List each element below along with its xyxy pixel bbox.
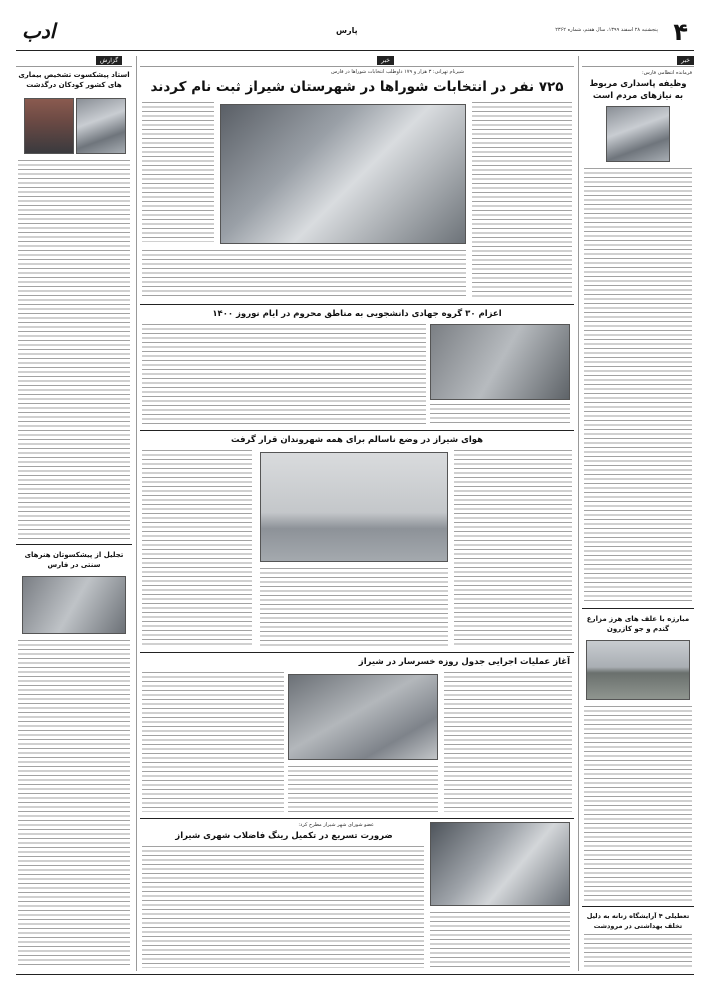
divider <box>140 652 574 653</box>
divider <box>582 906 694 907</box>
crafts-photo <box>22 576 126 634</box>
story-4-text-right <box>430 912 570 968</box>
officer-photo <box>606 106 670 162</box>
left-headline: استاد پیشکسوت تشخیص بیماری های کشور کودکان درگذشت <box>18 71 130 89</box>
section-tag-center: خبر <box>377 56 394 65</box>
story-1-text <box>142 324 426 424</box>
left-column <box>16 56 132 971</box>
story-4-kicker: عضو شورای شهر شیراز مطرح کرد: <box>298 822 374 828</box>
portrait-photo <box>24 98 74 154</box>
column-divider <box>136 56 137 971</box>
right-sub-headline: مبارزه با علف های هرز مزارع گندم و جو کازرون <box>586 615 690 633</box>
masthead <box>16 18 694 48</box>
section-tag-right: خبر <box>677 56 694 65</box>
wheat-field-photo <box>586 640 690 700</box>
newspaper-logo: ادب <box>22 19 56 43</box>
divider <box>140 304 574 305</box>
footer-rule <box>16 974 694 975</box>
date-line: پنجشنبه ۲۸ اسفند ۱۳۹۹، سال هفتم، شماره ۲۳۶۲ <box>555 27 658 33</box>
section-name: پارس <box>336 26 358 35</box>
right-column <box>582 56 694 971</box>
page-number: ۴ <box>673 18 688 46</box>
story-3-headline: آغاز عملیات اجرایی جدول روزه خسرسار در شیراز <box>358 657 570 667</box>
story-3-text-right <box>444 672 572 812</box>
right-kicker: فرمانده انتظامی فارس: <box>641 70 692 76</box>
divider <box>140 66 574 67</box>
masthead-rule <box>16 50 694 51</box>
student-volunteers-photo <box>430 324 570 400</box>
right-bottom-headline: تعطیلی ۴ آرایشگاه زنانه به دلیل تخلف بهداشتی در مرودشت <box>586 912 690 930</box>
lead-kicker: شیرنام تهرانی: ۳ هزار و ۱۷۹ داوطلب انتخابات شوراها در فارس <box>331 69 464 75</box>
right-bottom-text <box>584 934 692 970</box>
story-3-text-under-photo <box>288 766 438 812</box>
right-sub-text <box>584 706 692 902</box>
left-sub-text <box>18 640 130 968</box>
divider <box>140 818 574 819</box>
section-tag-left: گزارش <box>96 56 122 65</box>
column-divider <box>578 56 579 971</box>
story-1-headline: اعزام ۳۰ گروه جهادی دانشجویی به مناطق محروم در ایام نوروز ۱۴۰۰ <box>212 309 502 319</box>
story-3-text-left <box>142 672 284 812</box>
story-1-caption <box>430 404 570 424</box>
right-headline: وظیفه پاسداری مربوط به نیازهای مردم است <box>589 79 687 101</box>
divider <box>16 66 132 67</box>
divider <box>16 544 132 545</box>
story-4-text <box>142 846 424 968</box>
story-2-text-under-photo <box>260 568 448 646</box>
story-4-headline: ضرورت تسریع در تکمیل رینگ فاضلاب شهری شیراز <box>175 831 393 841</box>
left-sub-headline: تجلیل از پیشکسوتان هنرهای سنتی در فارس <box>24 551 124 569</box>
lead-headline: ۷۲۵ نفر در انتخابات شوراها در شهرستان شیراز ثبت نام کردند <box>150 79 564 95</box>
left-article-text <box>18 160 130 540</box>
city-smog-photo <box>260 452 448 562</box>
divider <box>140 430 574 431</box>
right-article-text <box>584 168 692 604</box>
story-2-headline: هوای شیراز در وضع ناسالم برای همه شهروندان قرار گرفت <box>230 435 484 445</box>
lead-text-right <box>472 102 572 298</box>
divider <box>582 608 694 609</box>
lead-photo <box>220 104 466 244</box>
divider <box>582 66 694 67</box>
portrait-photo-2 <box>76 98 126 154</box>
story-2-text-right <box>454 450 572 646</box>
lead-text-left <box>142 102 214 242</box>
council-meeting-photo <box>430 822 570 906</box>
lead-text-under-photo <box>142 250 466 298</box>
groundbreaking-photo <box>288 674 438 760</box>
center-area <box>140 56 574 971</box>
story-2-text-left <box>142 450 252 646</box>
